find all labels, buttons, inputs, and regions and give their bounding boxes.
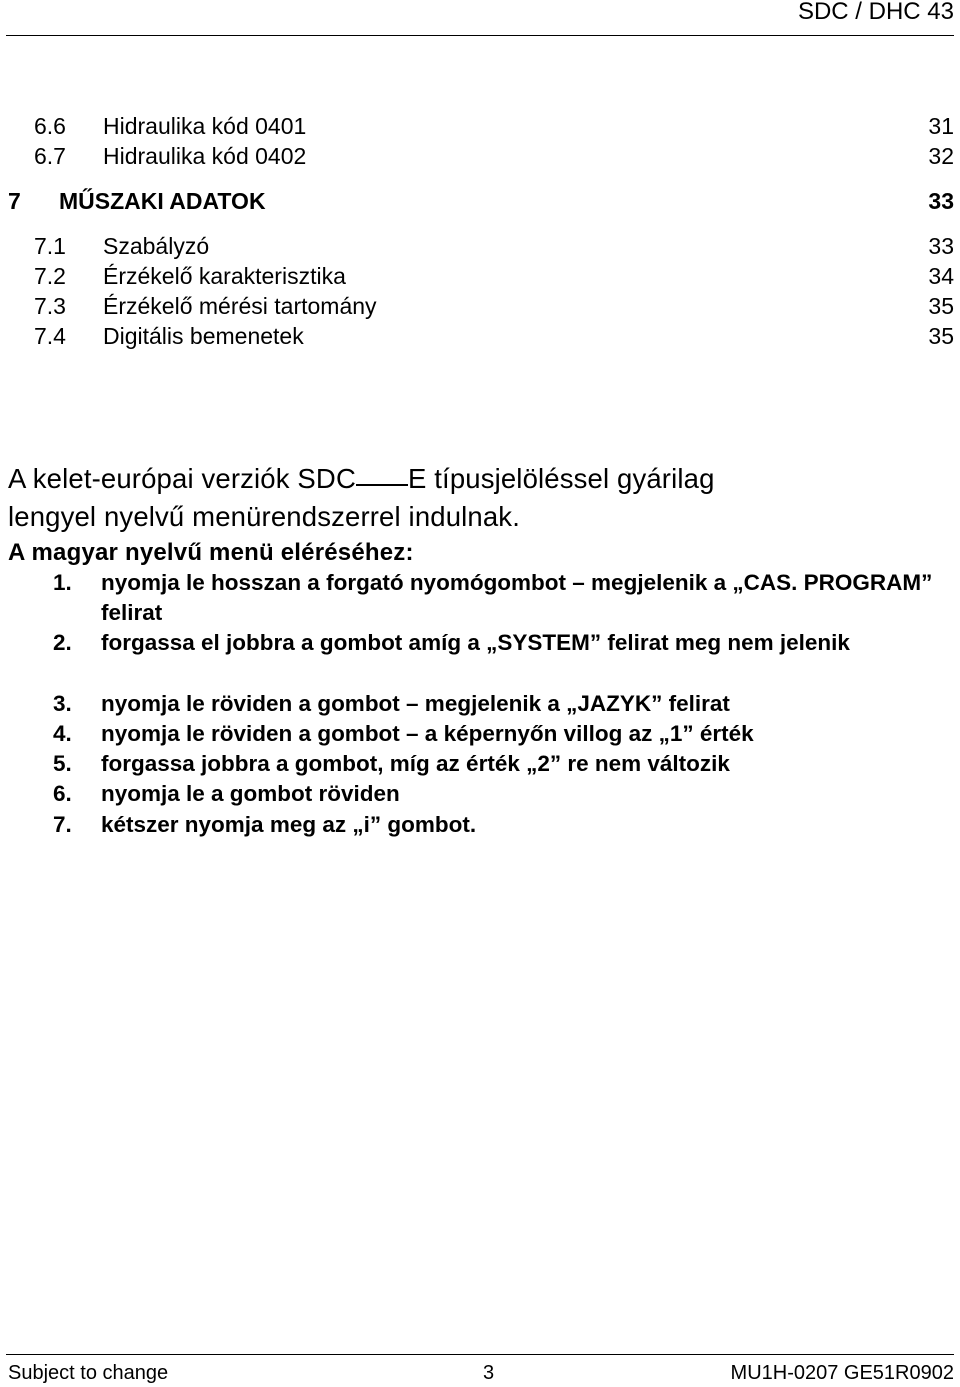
toc-number: 7 — [8, 188, 21, 214]
page-header-title: SDC / DHC 43 — [797, 0, 954, 25]
toc-page: 33 — [928, 233, 954, 259]
step-text: nyomja le röviden a gombot – megjelenik a „JAZYK” felirat — [101, 691, 730, 716]
page-number: 3 — [483, 1362, 495, 1384]
toc-title: Érzékelő karakterisztika — [103, 263, 346, 289]
step-text: forgassa jobbra a gombot, míg az érték „2” re nem változik — [101, 751, 730, 776]
step-number: 1. — [53, 570, 72, 595]
step-item — [53, 749, 933, 779]
toc-number: 6.6 — [34, 113, 66, 139]
footer-rule — [6, 1354, 954, 1355]
header-rule — [6, 35, 954, 36]
model-code-blank — [356, 483, 408, 486]
intro-text-after-blank: E típusjelöléssel gyárilag — [407, 463, 715, 494]
toc-row[interactable] — [6, 231, 954, 261]
step-number: 4. — [53, 721, 72, 746]
step-item — [53, 628, 933, 658]
step-item — [53, 568, 933, 628]
toc-number: 7.3 — [34, 293, 66, 319]
toc-number: 7.4 — [34, 323, 66, 349]
toc-page: 32 — [928, 143, 954, 169]
toc-number: 7.2 — [34, 263, 66, 289]
step-text: nyomja le a gombot röviden — [101, 781, 400, 806]
footer-note: Subject to change — [8, 1362, 169, 1384]
step-item — [53, 779, 933, 809]
toc-row[interactable] — [6, 321, 954, 351]
toc-row[interactable] — [6, 261, 954, 291]
toc-title: MŰSZAKI ADATOK — [59, 188, 266, 214]
step-item — [53, 810, 933, 840]
toc-page: 35 — [928, 293, 954, 319]
instructions-lead: A magyar nyelvű menü eléréséhez: — [8, 539, 414, 566]
step-text: forgassa el jobbra a gombot amíg a „SYSTEM” felirat meg nem jelenik — [101, 630, 850, 655]
step-item — [53, 719, 933, 749]
intro-line-1 — [8, 462, 908, 496]
document-code: MU1H-0207 GE51R0902 — [730, 1362, 954, 1384]
step-text: nyomja le röviden a gombot – a képernyőn villog az „1” érték — [101, 721, 754, 746]
intro-text-before-blank: A kelet-európai verziók SDC — [8, 463, 356, 494]
toc-number: 6.7 — [34, 143, 66, 169]
step-text: nyomja le hosszan a forgató nyomógombot – megjelenik a „CAS. PROGRAM” felirat — [101, 570, 933, 625]
toc-row[interactable] — [6, 291, 954, 321]
toc-title: Hidraulika kód 0402 — [103, 143, 307, 169]
step-number: 7. — [53, 812, 72, 837]
intro-line-2: lengyel nyelvű menürendszerrel indulnak. — [8, 501, 520, 532]
step-item — [53, 689, 933, 719]
toc-number: 7.1 — [34, 233, 66, 259]
step-number: 3. — [53, 691, 72, 716]
step-text: kétszer nyomja meg az „i” gombot. — [101, 812, 477, 837]
toc-row[interactable] — [6, 141, 954, 171]
toc-title: Hidraulika kód 0401 — [103, 113, 307, 139]
toc-title: Szabályzó — [103, 233, 210, 259]
toc-page: 33 — [928, 188, 954, 214]
toc-chapter-row[interactable] — [6, 186, 954, 216]
step-number: 5. — [53, 751, 72, 776]
toc-page: 34 — [928, 263, 954, 289]
step-number: 2. — [53, 630, 72, 655]
toc-title: Érzékelő mérési tartomány — [103, 293, 377, 319]
toc-page: 31 — [928, 113, 954, 139]
toc-page: 35 — [928, 323, 954, 349]
step-number: 6. — [53, 781, 72, 806]
toc-row[interactable] — [6, 111, 954, 141]
toc-title: Digitális bemenetek — [103, 323, 304, 349]
